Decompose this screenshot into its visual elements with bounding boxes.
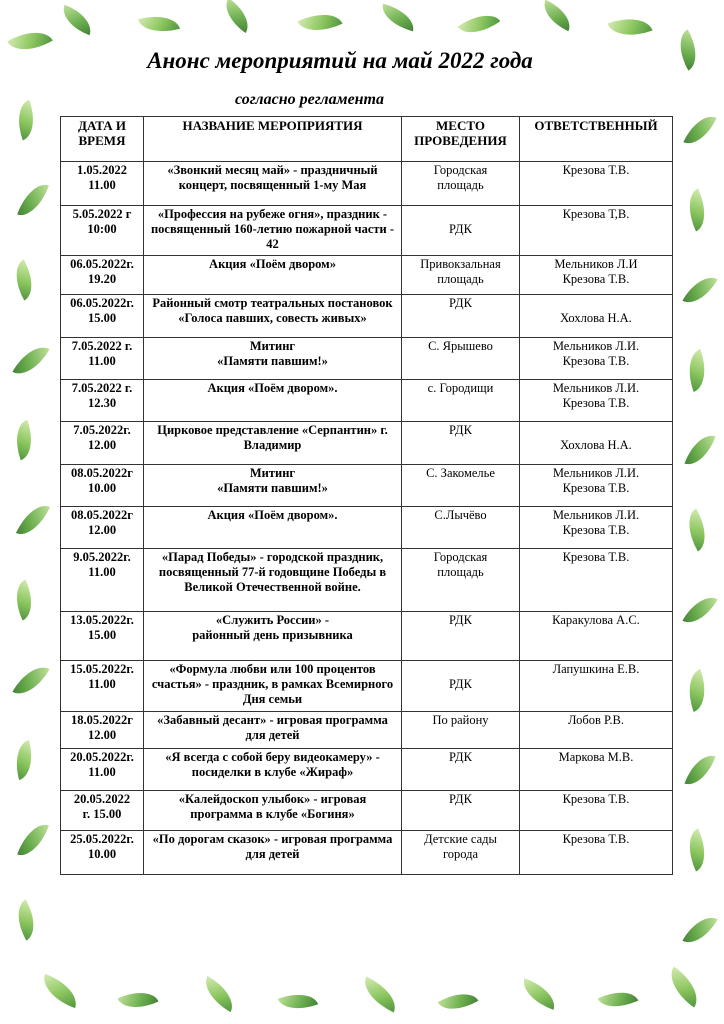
leaf-icon: [680, 829, 714, 872]
table-row: [61, 256, 673, 295]
event-responsible: Крезова Т.В.: [520, 791, 673, 831]
leaf-icon: [58, 5, 97, 35]
leaf-icon: [680, 189, 714, 232]
leaf-icon: [17, 819, 49, 862]
leaf-icon: [10, 100, 41, 141]
leaf-icon: [138, 9, 180, 38]
event-responsible: Крезова Т,В.: [520, 206, 673, 256]
column-header-name: НАЗВАНИЕ МЕРОПРИЯТИЯ: [144, 117, 402, 162]
event-name: «Парад Победы» - городской праздник, посвященный 77-й годовщине Победы в Великой Отечественной войне.: [144, 549, 402, 612]
event-date: 7.05.2022г. 12.00: [61, 422, 144, 465]
leaf-icon: [518, 978, 561, 1010]
event-place: РДК: [402, 661, 520, 712]
table-row: [61, 507, 673, 549]
event-responsible: Лобов Р.В.: [520, 712, 673, 749]
event-responsible: Каракулова А.С.: [520, 612, 673, 661]
leaf-icon: [684, 430, 715, 471]
event-name: Митинг «Памяти павшим!»: [144, 465, 402, 507]
leaf-icon: [297, 5, 342, 41]
table-row: [61, 712, 673, 749]
leaf-icon: [12, 659, 49, 702]
leaf-icon: [607, 10, 652, 44]
leaf-icon: [681, 669, 714, 712]
event-name: Акция «Поём двором».: [144, 380, 402, 422]
event-place: С. Ярышево: [402, 338, 520, 380]
leaf-icon: [684, 750, 715, 791]
event-date: 20.05.2022г. 11.00: [61, 749, 144, 791]
event-date: 06.05.2022г. 15.00: [61, 295, 144, 338]
event-date: 08.05.2022г 10.00: [61, 465, 144, 507]
leaf-icon: [7, 579, 40, 620]
table-row: [61, 791, 673, 831]
leaf-icon: [6, 259, 41, 300]
leaf-icon: [598, 983, 639, 1015]
page-subtitle: согласно регламента: [235, 91, 384, 108]
table-row: [61, 831, 673, 875]
leaf-icon: [538, 0, 577, 31]
event-responsible: Хохлова Н.А.: [520, 422, 673, 465]
event-place: Городская площадь: [402, 549, 520, 612]
leaf-icon: [682, 269, 717, 310]
leaf-icon: [438, 984, 479, 1018]
event-date: 15.05.2022г. 11.00: [61, 661, 144, 712]
event-name: Акция «Поём двором».: [144, 507, 402, 549]
event-responsible: Мельников Л.И Крезова Т.В.: [520, 256, 673, 295]
table-row: [61, 295, 673, 338]
event-name: «Звонкий месяц май» - праздничный концерт, посвященный 1-му Мая: [144, 162, 402, 206]
event-name: «Формула любви или 100 процентов счастья» - праздник, в рамках Всемирного Дня семьи: [144, 661, 402, 712]
leaf-icon: [682, 909, 717, 950]
table-row: [61, 162, 673, 206]
event-date: 25.05.2022г. 10.00: [61, 831, 144, 875]
leaf-icon: [357, 977, 402, 1013]
event-place: С. Закомелье: [402, 465, 520, 507]
event-place: Городская площадь: [402, 162, 520, 206]
event-responsible: Мельников Л.И. Крезова Т.В.: [520, 380, 673, 422]
event-place: РДК: [402, 791, 520, 831]
event-responsible: Крезова Т.В.: [520, 831, 673, 875]
leaf-icon: [458, 5, 501, 43]
event-responsible: Лапушкина Е.В.: [520, 661, 673, 712]
event-place: РДК: [402, 295, 520, 338]
event-place: Детские сады города: [402, 831, 520, 875]
leaf-icon: [12, 339, 49, 382]
event-responsible: Мельников Л.И. Крезова Т.В.: [520, 465, 673, 507]
leaf-icon: [218, 0, 257, 33]
event-name: «Профессия на рубеже огня», праздник - посвященный 160-летию пожарной части - 42: [144, 206, 402, 256]
event-name: «По дорогам сказок» - игровая программа для детей: [144, 831, 402, 875]
event-place: РДК: [402, 422, 520, 465]
event-name: Районный смотр театральных постановок «Голоса павших, совесть живых»: [144, 295, 402, 338]
table-row: [61, 749, 673, 791]
leaf-icon: [10, 740, 39, 780]
table-row: [61, 549, 673, 612]
table-row: [61, 422, 673, 465]
leaf-icon: [16, 499, 50, 542]
leaf-icon: [681, 349, 714, 392]
event-date: 08.05.2022г 12.00: [61, 507, 144, 549]
event-responsible: Хохлова Н.А.: [520, 295, 673, 338]
event-name: Митинг «Памяти павшим!»: [144, 338, 402, 380]
event-place: РДК: [402, 749, 520, 791]
event-place: с. Городищи: [402, 380, 520, 422]
event-place: Привокзальная площадь: [402, 256, 520, 295]
event-place: По району: [402, 712, 520, 749]
leaf-icon: [117, 983, 158, 1016]
event-date: 7.05.2022 г. 12.30: [61, 380, 144, 422]
event-responsible: Мельников Л.И. Крезова Т.В.: [520, 338, 673, 380]
event-responsible: Маркова М.В.: [520, 749, 673, 791]
leaf-icon: [378, 4, 418, 32]
event-place: РДК: [402, 612, 520, 661]
leaf-icon: [679, 509, 715, 552]
event-name: «Калейдоскоп улыбок» - игровая программа в клубе «Богиня»: [144, 791, 402, 831]
event-place: РДК: [402, 206, 520, 256]
event-place: С.Лычёво: [402, 507, 520, 549]
leaf-icon: [683, 109, 716, 150]
event-date: 9.05.2022г. 11.00: [61, 549, 144, 612]
event-date: 06.05.2022г. 19.20: [61, 256, 144, 295]
table-row: [61, 465, 673, 507]
event-name: Цирковое представление «Серпантин» г. Владимир: [144, 422, 402, 465]
leaf-icon: [8, 899, 43, 940]
event-date: 18.05.2022г 12.00: [61, 712, 144, 749]
table-row: [61, 380, 673, 422]
leaf-icon: [278, 986, 318, 1016]
event-date: 1.05.2022 11.00: [61, 162, 144, 206]
event-date: 20.05.2022 г. 15.00: [61, 791, 144, 831]
column-header-date: ДАТА И ВРЕМЯ: [61, 117, 144, 162]
table-row: [61, 612, 673, 661]
event-name: «Служить России» - районный день призывника: [144, 612, 402, 661]
leaf-icon: [682, 589, 717, 630]
leaf-icon: [661, 967, 706, 1008]
column-header-place: МЕСТО ПРОВЕДЕНИЯ: [402, 117, 520, 162]
events-table: [60, 116, 673, 875]
event-date: 13.05.2022г. 15.00: [61, 612, 144, 661]
leaf-icon: [198, 976, 241, 1012]
leaf-icon: [17, 179, 49, 222]
leaf-icon: [8, 420, 39, 461]
event-date: 7.05.2022 г. 11.00: [61, 338, 144, 380]
page-title: Анонс мероприятий на май 2022 года: [147, 48, 533, 73]
event-name: «Забавный десант» - игровая программа для детей: [144, 712, 402, 749]
column-header-responsible: ОТВЕТСТВЕННЫЙ: [520, 117, 673, 162]
event-date: 5.05.2022 г 10:00: [61, 206, 144, 256]
event-responsible: Мельников Л.И. Крезова Т.В.: [520, 507, 673, 549]
event-name: Акция «Поём двором»: [144, 256, 402, 295]
event-name: «Я всегда с собой беру видеокамеру» - посиделки в клубе «Жираф»: [144, 749, 402, 791]
table-header-row: [61, 117, 673, 162]
leaf-icon: [37, 974, 82, 1008]
event-responsible: Крезова Т.В.: [520, 549, 673, 612]
table-row: [61, 338, 673, 380]
table-row: [61, 661, 673, 712]
table-row: [61, 206, 673, 256]
event-responsible: Крезова Т.В.: [520, 162, 673, 206]
